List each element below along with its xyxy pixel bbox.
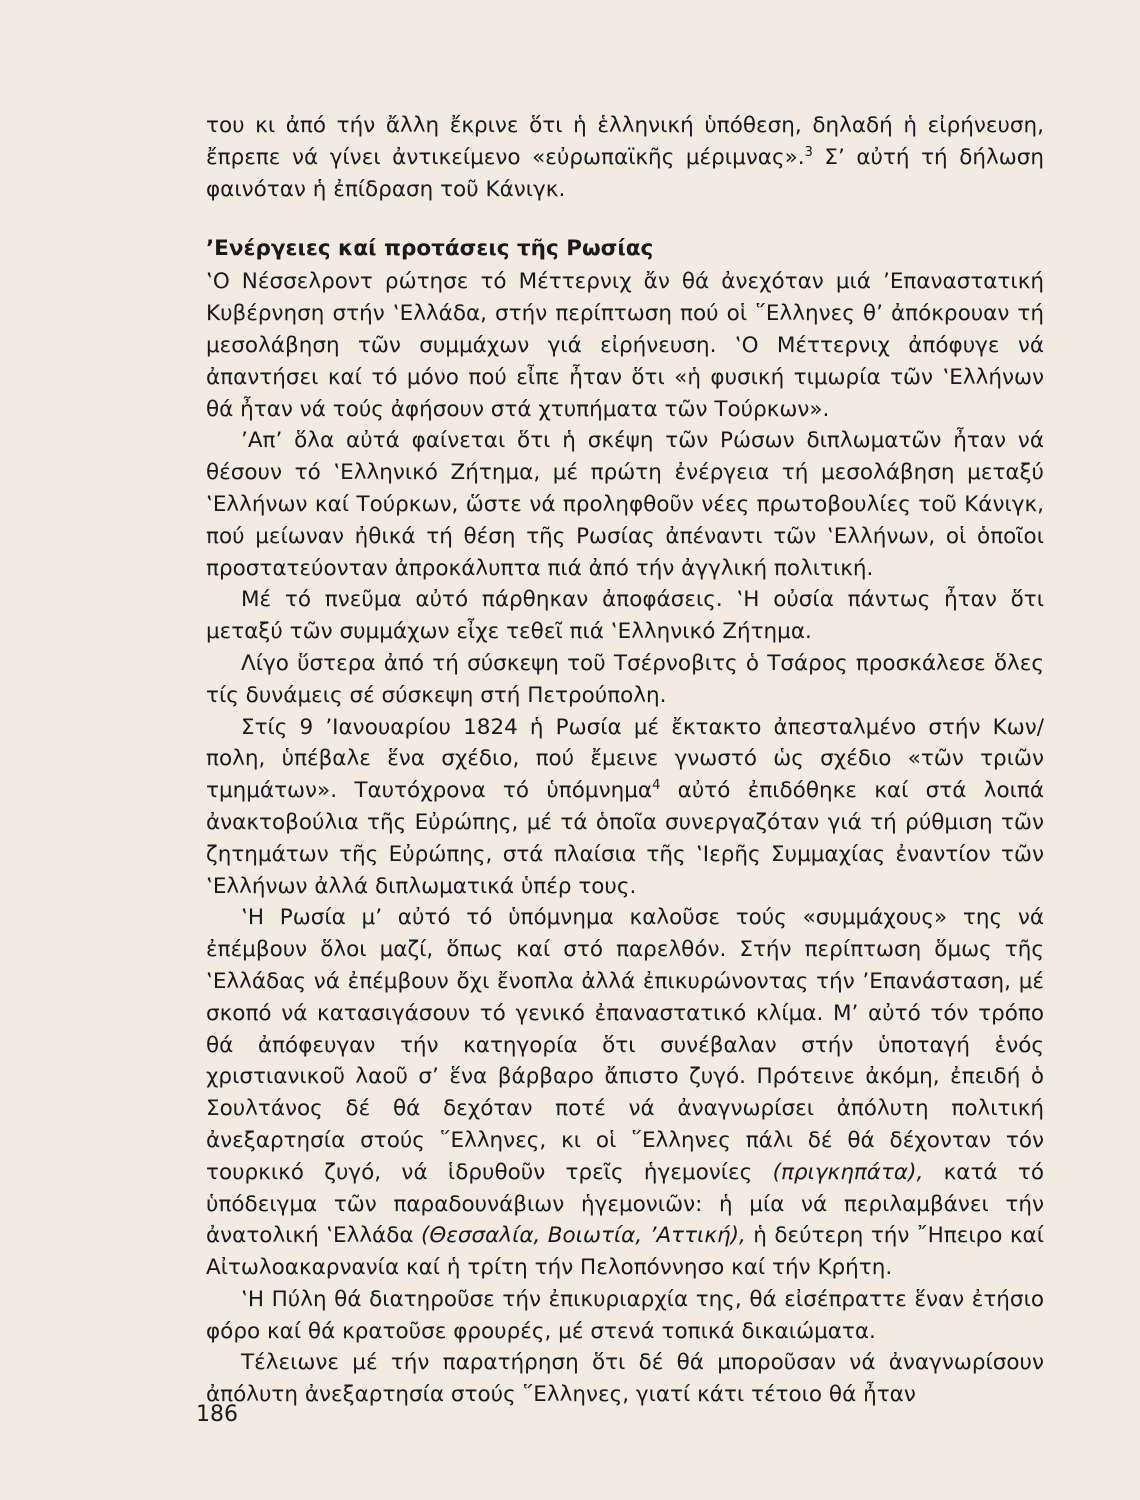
paragraph-4: Λίγο ὕστερα ἀπό τή σύσκεψη τοῦ Τσέρνοβιτς ὁ Τσάρος προσκάλεσε ὅλες τίς δυνάμεις σέ σύσκεψη στή Πετρούπολη. [206,650,1044,708]
paragraph-6-italic-2: (Θεσσαλία, Βοιωτία, ’Αττική), [420,1223,746,1249]
paragraph-6-text-1: ‛Η Ρωσία μ’ αὐτό τό ὑπόμνημα καλοῦσε τούς «συμμάχους» της νά ἐπέμβουν ὅλοι μαζί, ὅπως καί στό παρελθόν. Στήν περίπτωση ὅμως τῆς ‛Ελλάδας νά ἐπέμβουν ὄχι ἔνοπλα ἀλλά ἐπικυρώνοντας τήν ’Επανάσταση, μέ σκοπό νά κατασιγάσουν τό γενικό ἐπαναστατικό κλίμα. Μ’ αὐτό τόν τρόπο θά ἀπόφευγαν τήν κατηγορία ὅτι συνέβαλαν στήν ὑποταγή ἑνός χριστιανικοῦ λαοῦ σ’ ἕνα βάρβαρο ἄπιστο ζυγό. Πρότεινε ἀκόμη, ἐπειδή ὁ Σουλτάνος δέ θά δεχόταν ποτέ νά ἀναγνωρίσει ἀπόλυτη πολιτική ἀνεξαρτησία στούς ῞Ελληνες, κι οἱ ῞Ελληνες πάλι δέ θά δέχονταν τόν τουρκικό ζυγό, νά ἱδρυθοῦν τρεῖς ἡγεμονίες [206,905,1044,1185]
paragraph-5-text-1: Στίς 9 ’Ιανουαρίου 1824 ἡ Ρωσία μέ ἔκτακτο ἀπεσταλμένο στήν Κων/πολη, ὑπέβαλε ἕνα σχέδιο, πού ἔμεινε γνωστό ὡς σχέδιο «τῶν τριῶν τμημάτων». Ταυτόχρονα τό ὑπόμνημα [206,714,1044,804]
paragraph-5-text-2: αὐτό ἐπιδόθηκε καί στά λοιπά ἀνακτοβούλια τῆς Εὐρώπης, μέ τά ὁποῖα συνεργαζόταν γιά τή ρύθμιση τῶν ζητημάτων τῆς Εὐρώπης, στά πλαίσια τῆς ‛Ιερῆς Συμμαχίας ἐναντίον τῶν ‛Ελλήνων ἀλλά διπλωματικά ὑπέρ τους. [206,778,1044,899]
paragraph-5 [206,712,1044,903]
paragraph-2: ’Απ’ ὅλα αὐτά φαίνεται ὅτι ἡ σκέψη τῶν Ρώσων διπλωματῶν ἦταν νά θέσουν τό ‛Ελληνικό Ζήτημα, μέ πρώτη ἐνέργεια τή μεσολάβηση μεταξύ ‛Ελλήνων καί Τούρκων, ὥστε νά προληφθοῦν νέες πρωτοβουλίες τοῦ Κάνιγκ, πού μείωναν ἠθικά τή θέση τῆς Ρωσίας ἀπέναντι τῶν ‛Ελλήνων, οἱ ὁποῖοι προστατεύονταν ἀπροκάλυπτα πιά ἀπό τήν ἀγγλική πολιτική. [206,428,1044,581]
intro-text-1: του κι ἀπό τήν ἄλλη ἔκρινε ὅτι ἡ ἑλληνική ὑπόθεση, δηλαδή ἡ εἰρήνευση, ἔπρεπε νά γίνει ἀντικείμενο «εὐρωπαϊκῆς μέριμνας». [206,113,1044,170]
page-body [206,110,1044,1411]
section-heading: ’Ενέργειες καί προτάσεις τῆς Ρωσίας [206,236,654,262]
paragraph-6-text-2: κατά τό ὑπόδειγμα τῶν παραδουνάβιων ἡγεμονιῶν: ἡ μία νά περιλαμβάνει τήν ἀνατολική ‛Ελλάδα [206,1159,1044,1249]
footnote-marker-4: 4 [652,777,661,793]
paragraph-3: Μέ τό πνεῦμα αὐτό πάρθηκαν ἀποφάσεις. ‛Η οὐσία πάντως ἦταν ὅτι μεταξύ τῶν συμμάχων εἶχε τεθεῖ πιά ‛Ελληνικό Ζήτημα. [206,587,1044,645]
paragraph-6 [206,902,1044,1284]
paragraph-6-text-3: ἡ δεύτερη τήν ῎Ηπειρο καί Αἰτωλοακαρνανία καί ἡ τρίτη τήν Πελοπόννησο καί τήν Κρήτη. [206,1223,1044,1281]
intro-paragraph [206,110,1044,205]
page-number: 186 [196,1402,238,1427]
paragraph-7: ‛Η Πύλη θά διατηροῦσε τήν ἐπικυριαρχία της, θά εἰσέπραττε ἕναν ἐτήσιο φόρο καί θά κρατοῦσε φρουρές, μέ στενά τοπικά δικαιώματα. [206,1286,1044,1344]
paragraph-1: ‛Ο Νέσσελροντ ρώτησε τό Μέττερνιχ ἄν θά ἀνεχόταν μιά ’Επαναστατική Κυβέρνηση στήν ‛Ελλάδα, στήν περίπτωση πού οἱ ῞Ελληνες θ’ ἀπόκρουαν τή μεσολάβηση τῶν συμμάχων γιά εἰρήνευση. ‛Ο Μέττερνιχ ἀπόφυγε νά ἀπαντήσει καί τό μόνο πού εἶπε ἦταν ὅτι «ἡ φυσική τιμωρία τῶν ‛Ελλήνων θά ἦταν νά τούς ἀφήσουν στά χτυπήματα τῶν Τούρκων». [206,269,1044,422]
intro-text-2: Σ’ αὐτή τή δήλωση φαινόταν ἡ ἐπίδραση τοῦ Κάνιγκ. [206,144,1044,202]
footnote-marker-3: 3 [804,144,813,160]
paragraph-8: Τέλειωνε μέ τήν παρατήρηση ὅτι δέ θά μποροῦσαν νά ἀναγνωρίσουν ἀπόλυτη ἀνεξαρτησία στούς ῞Ελληνες, γιατί κάτι τέτοιο θά ἦταν [206,1350,1044,1408]
paragraph-6-italic-1: (πριγκηπάτα), [772,1159,924,1185]
